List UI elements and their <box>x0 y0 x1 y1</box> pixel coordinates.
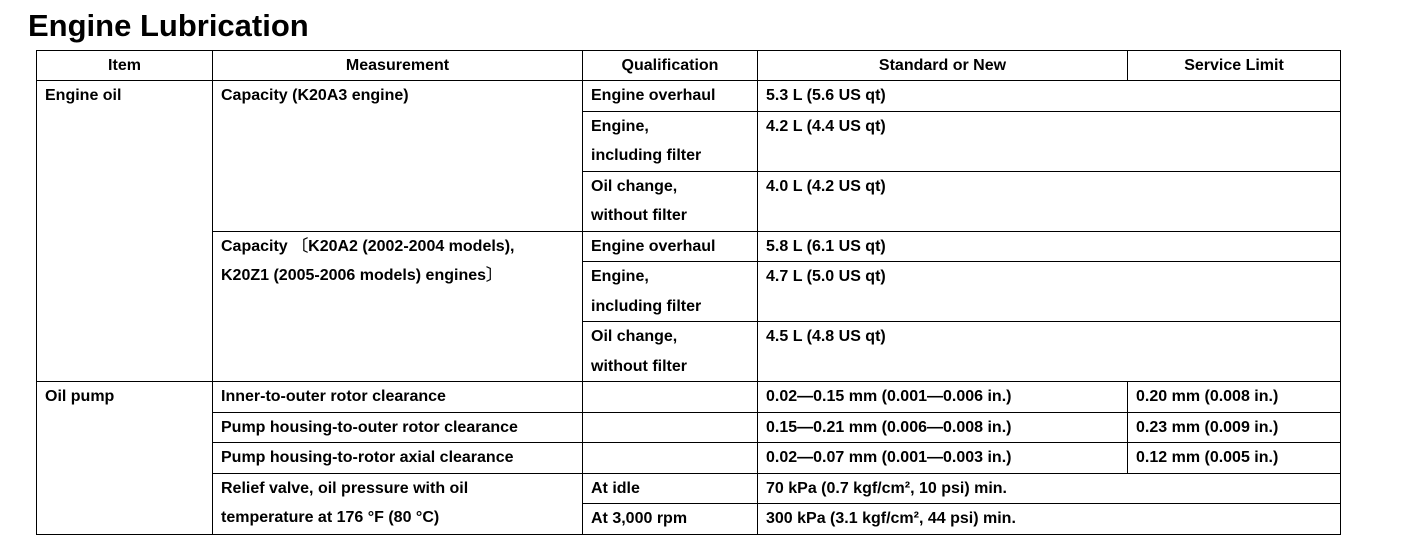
header-row <box>37 51 1341 81</box>
qualification-cell <box>583 171 758 231</box>
qualification-cell <box>583 443 758 474</box>
qualification-line: Oil change, <box>591 328 678 345</box>
table-row <box>37 473 1341 504</box>
qualification-line: including filter <box>591 297 702 315</box>
header-standard: Standard or New <box>758 51 1128 81</box>
standard-cell: 4.0 L (4.2 US qt) <box>758 171 1341 231</box>
header-service-limit: Service Limit <box>1128 51 1341 81</box>
qualification-cell: Engine overhaul <box>583 81 758 112</box>
table-row <box>37 412 1341 443</box>
qualification-cell <box>583 262 758 322</box>
measurement-cell: Pump housing-to-outer rotor clearance <box>213 412 583 443</box>
standard-cell: 4.7 L (5.0 US qt) <box>758 262 1341 322</box>
measurement-line: Relief valve, oil pressure with oil <box>221 479 469 497</box>
standard-cell: 0.02—0.15 mm (0.001—0.006 in.) <box>758 382 1128 413</box>
engine-lubrication-table <box>36 50 1341 535</box>
measurement-capacity-k20a2-k20z1 <box>213 231 583 382</box>
standard-cell: 5.3 L (5.6 US qt) <box>758 81 1341 112</box>
measurement-cell: Pump housing-to-rotor axial clearance <box>213 443 583 474</box>
table-row <box>37 382 1341 413</box>
qualification-cell <box>583 382 758 413</box>
standard-cell: 0.15—0.21 mm (0.006—0.008 in.) <box>758 412 1128 443</box>
qualification-line: Engine, <box>591 117 649 135</box>
measurement-relief-valve <box>213 473 583 534</box>
qualification-cell <box>583 322 758 382</box>
qualification-cell <box>583 111 758 171</box>
qualification-cell: At idle <box>583 473 758 504</box>
standard-cell: 4.2 L (4.4 US qt) <box>758 111 1341 171</box>
service-limit-cell: 0.12 mm (0.005 in.) <box>1128 443 1341 474</box>
standard-cell: 5.8 L (6.1 US qt) <box>758 231 1341 262</box>
table-row <box>37 231 1341 262</box>
standard-cell: 0.02—0.07 mm (0.001—0.003 in.) <box>758 443 1128 474</box>
standard-cell: 300 kPa (3.1 kgf/cm², 44 psi) min. <box>758 504 1341 535</box>
item-engine-oil: Engine oil <box>37 81 213 382</box>
page-title: Engine Lubrication <box>28 8 309 43</box>
header-item: Item <box>37 51 213 81</box>
measurement-line: temperature at 176 °F (80 °C) <box>221 509 440 526</box>
table-row <box>37 81 1341 112</box>
header-measurement: Measurement <box>213 51 583 81</box>
service-limit-cell: 0.23 mm (0.009 in.) <box>1128 412 1341 443</box>
header-qualification: Qualification <box>583 51 758 81</box>
standard-cell: 4.5 L (4.8 US qt) <box>758 322 1341 382</box>
qualification-line: Engine, <box>591 268 649 285</box>
standard-cell: 70 kPa (0.7 kgf/cm², 10 psi) min. <box>758 473 1341 504</box>
measurement-line: Capacity 〔K20A2 (2002-2004 models), <box>221 237 515 255</box>
qualification-line: Oil change, <box>591 177 678 195</box>
qualification-cell: At 3,000 rpm <box>583 504 758 535</box>
measurement-capacity-k20a3: Capacity (K20A3 engine) <box>213 81 583 232</box>
qualification-cell: Engine overhaul <box>583 231 758 262</box>
service-limit-cell: 0.20 mm (0.008 in.) <box>1128 382 1341 413</box>
qualification-line: without filter <box>591 207 687 224</box>
qualification-cell <box>583 412 758 443</box>
measurement-line: K20Z1 (2005-2006 models) engines〕 <box>221 267 503 284</box>
qualification-line: including filter <box>591 147 702 164</box>
measurement-cell: Inner-to-outer rotor clearance <box>213 382 583 413</box>
item-oil-pump: Oil pump <box>37 382 213 535</box>
table-row <box>37 443 1341 474</box>
qualification-line: without filter <box>591 357 687 375</box>
